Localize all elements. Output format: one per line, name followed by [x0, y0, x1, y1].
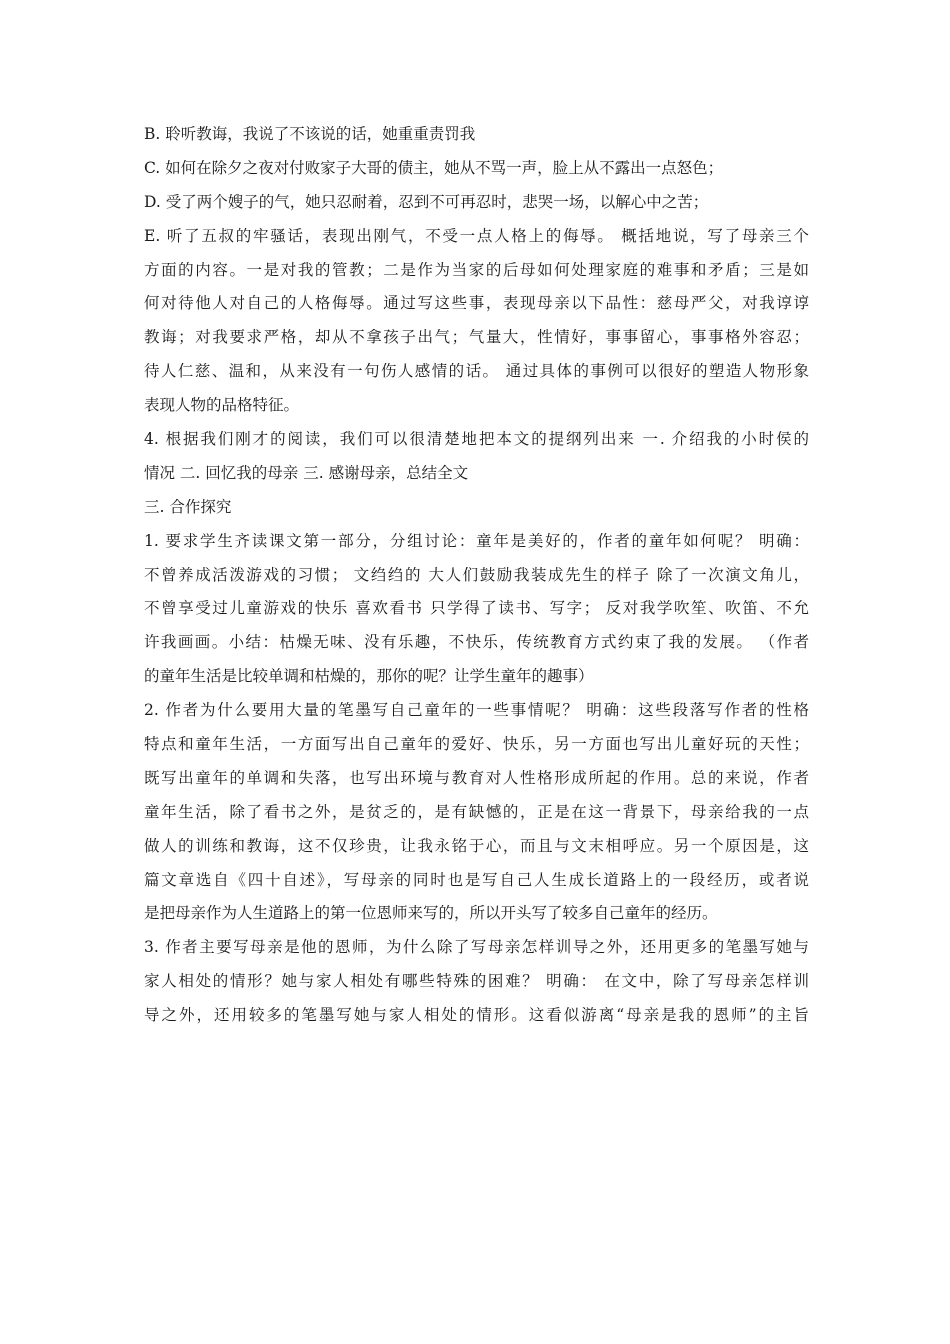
text-line-option-b: B. 聆听教诲，我说了不该说的话，她重重责罚我	[144, 125, 476, 143]
text-line: 表现人物的品格特征。	[144, 396, 300, 415]
text-line: 是把母亲作为人生道路上的第一位恩师来写的，所以开头写了较多自己童年的经历。	[144, 904, 718, 923]
text-line: 家人相处的情形？她与家人相处有哪些特殊的困难？ 明确： 在文中，除了写母亲怎样训	[144, 972, 809, 991]
text-line: 既写出童年的单调和失落，也写出环境与教育对人性格形成所起的作用。总的来说，作者	[144, 768, 809, 787]
text-line-option-e: E. 听了五叔的牢骚话，表现出刚气，不受一点人格上的侮辱。 概括地说，写了母亲三个	[144, 226, 809, 245]
text-line: 导之外，还用较多的笔墨写她与家人相处的情形。这看似游离“母亲是我的恩师”的主旨	[144, 1006, 809, 1025]
text-line-option-d: D. 受了两个嫂子的气，她只忍耐着，忍到不可再忍时，悲哭一场，以解心中之苦；	[144, 192, 709, 211]
text-line-item-3: 3. 作者主要写母亲是他的恩师，为什么除了写母亲怎样训导之外，还用更多的笔墨写她与	[144, 938, 809, 957]
text-line-item-1: 1. 要求学生齐读课文第一部分，分组讨论：童年是美好的，作者的童年如何呢？ 明确：	[144, 531, 809, 550]
text-line: 的童年生活是比较单调和枯燥的，那你的呢？让学生童年的趣事）	[144, 667, 594, 686]
text-line-item-2: 2. 作者为什么要用大量的笔墨写自己童年的一些事情呢？ 明确：这些段落写作者的性格	[144, 701, 809, 720]
text-line: 许我画画。小结：枯燥无味、没有乐趣，不快乐，传统教育方式约束了我的发展。 （作者	[144, 633, 809, 652]
text-line: 何对待他人对自己的人格侮辱。通过写这些事，表现母亲以下品性：慈母严父，对我谆谆	[144, 294, 809, 313]
text-line: 不曾养成活泼游戏的习惯； 文绉绉的 大人们鼓励我装成先生的样子 除了一次演文角儿，	[144, 565, 809, 584]
text-line-option-c: C. 如何在除夕之夜对付败家子大哥的债主，她从不骂一声，脸上从不露出一点怒色；	[144, 158, 724, 177]
text-line: 教诲；对我要求严格，却从不拿孩子出气；气量大，性情好，事事留心，事事格外容忍；	[144, 328, 809, 347]
text-line: 做人的训练和教诲，这不仅珍贵，让我永铭于心，而且与文末相呼应。另一个原因是，这	[144, 836, 809, 855]
text-line: 不曾享受过儿童游戏的快乐 喜欢看书 只学得了读书、写字； 反对我学吹笙、吹笛、不允	[144, 599, 809, 618]
text-line: 情况 二. 回忆我的母亲 三. 感谢母亲，总结全文	[144, 463, 469, 482]
section-heading: 三. 合作探究	[144, 497, 232, 516]
text-line: 童年生活，除了看书之外，是贫乏的，是有缺憾的，正是在这一背景下，母亲给我的一点	[144, 802, 809, 821]
document-body	[144, 118, 809, 1033]
text-line-item-4: 4. 根据我们刚才的阅读，我们可以很清楚地把本文的提纲列出来 一. 介绍我的小时侯的	[144, 430, 809, 449]
text-line: 特点和童年生活，一方面写出自己童年的爱好、快乐，另一方面也写出儿童好玩的天性；	[144, 735, 809, 754]
text-line: 待人仁慈、温和，从来没有一句伤人感情的话。 通过具体的事例可以很好的塑造人物形象	[144, 362, 809, 381]
text-line: 篇文章选自《四十自述》，写母亲的同时也是写自己人生成长道路上的一段经历，或者说	[144, 870, 809, 889]
text-line: 方面的内容。一是对我的管教；二是作为当家的后母如何处理家庭的难事和矛盾；三是如	[144, 260, 809, 279]
